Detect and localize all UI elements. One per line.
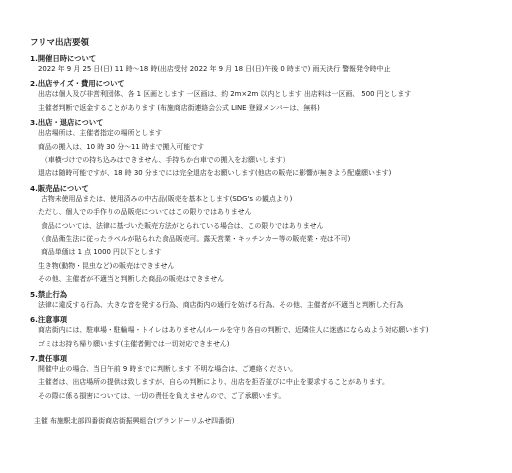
section-line: 食品については、法律に基づいた販売方法がとられている場合は、この限りではありません (41, 221, 324, 230)
section-line: 開催中止の場合、当日午前 9 時までに判断します 不明な場合は、ご連絡ください。 (38, 364, 298, 373)
section-heading: 6.注意事項 (30, 315, 68, 325)
section-7 (30, 354, 506, 403)
section-line: 主催者は、出店場所の提供は致しますが、自らの判断により、出店を拒否並びに中止を要求することがあります。 (38, 378, 389, 387)
section-line: その際に係る損害については、一切の責任を負えませんので、ご了承願います。 (38, 391, 286, 400)
section-line: 2022 年 9 月 25 日(日) 11 時～18 時(出店受付 2022 年 9 月 18 日(日)午後 0 時まで) 雨天決行 警報発令時中止 (38, 65, 391, 73)
section-6 (30, 315, 506, 351)
section-heading: 4.販売品について (30, 183, 89, 193)
section-line: ゴミはお持ち帰り願います(主催者側では一切対応できません) (38, 339, 230, 348)
section-1 (30, 54, 506, 76)
section-line: 出店は個人及び非営利団体、各 1 区画とします 一区画は、約 2m×2m 以内とします 出店料は一区画、 500 円とします (38, 90, 412, 99)
section-4 (30, 184, 506, 287)
section-line: 商店街内には、駐車場・駐輪場・トイレはありません(ルールを守り各自の判断で、近隣住人に迷惑にならぬよう対応願います) (38, 326, 429, 335)
section-line: その他、主催者が不適当と判断した商品の販売はできません (38, 275, 225, 284)
section-line: 主催者判断で返金することがあります (布施商店街連絡会公式 LINE 登録メンバーは、無料) (38, 103, 320, 112)
section-line: （車横づけでの持ち込みはできません、手持ちか台車での搬入をお願いします） (41, 156, 290, 165)
document-title: フリマ出店要領 (30, 38, 89, 48)
section-line: （食品衛生法に従ったラベルが貼られた食品販売可。露天営業・キッチンカー等の販売業・売は不可) (38, 235, 351, 244)
section-heading: 1.開催日時について (30, 54, 97, 63)
section-5 (30, 290, 506, 312)
section-2 (30, 79, 506, 115)
section-heading: 3.出店・退店について (30, 118, 104, 128)
section-heading: 7.責任事項 (30, 353, 68, 363)
section-line: 生き物(動物・昆虫など)の販売はできません (38, 261, 175, 270)
section-heading: 2.出店サイズ・費用について (30, 79, 125, 89)
section-heading: 5.禁止行為 (30, 289, 68, 299)
section-line: 退店は随時可能ですが、18 時 30 分までには完全退店をお願いします(他店の販売に影響が無きよう配慮願います) (38, 169, 392, 178)
section-line: 古物未使用品または、使用済みの中古品(販売を基本とします(SDG's の観点より) (41, 194, 293, 203)
sections-container (30, 54, 506, 406)
section-3 (30, 118, 506, 181)
section-line: 商品の搬入は、10 時 30 分～11 時まで搬入可能です (38, 142, 204, 151)
section-line: 法律に違反する行為、大きな音を発する行為、商店街内の通行を妨げる行為、その他、主催者が不適当と判断した行為 (38, 300, 404, 309)
section-line: 商品単価は 1 点 1000 円以下とします (41, 248, 162, 257)
section-line: ただし、個人での手作りの品販売についてはこの限りではありません (38, 208, 252, 217)
section-line: 出店場所は、主催者指定の場所とします (38, 129, 163, 138)
organizer-footer: 主催 布施駅北部四番街商店街振興組合(ブランドーリふせ四番街) (34, 417, 235, 425)
